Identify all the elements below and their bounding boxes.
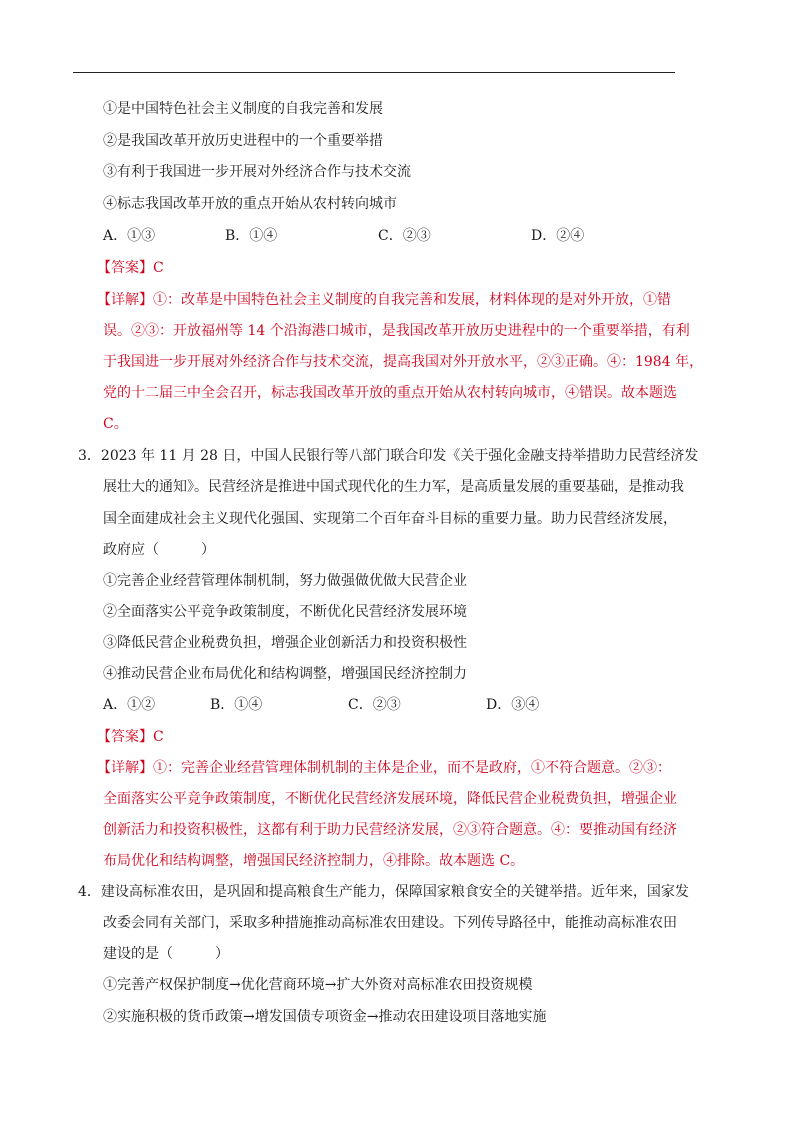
q2-detail-line-4: 党的十二届三中全会召开，标志我国改革开放的重点开始从农村转向城市，④错误。故本题选 <box>103 385 677 401</box>
q3-choice-d: D．③④ <box>486 697 540 713</box>
q3-detail-line-2: 全面落实公平竞争政策制度，不断优化民营经济发展环境，降低民营企业税费负担，增强企业 <box>103 791 677 807</box>
q3-detail-line-3: 创新活力和投资积极性，这都有利于助力民营经济发展，②③符合题意。④：要推动国有经济 <box>103 822 677 838</box>
q3-stem-line-1: 3．2023 年 11 月 28 日，中国人民银行等八部门联合印发《关于强化金融支持举措助力民营经济发 <box>78 448 699 464</box>
q3-choice-c: C．②③ <box>348 697 401 713</box>
q2-option-2: ②是我国改革开放历史进程中的一个重要举措 <box>103 133 383 149</box>
q2-detail-line-1: 【详解】①：改革是中国特色社会主义制度的自我完善和发展，材料体现的是对外开放，①错 <box>97 292 671 308</box>
q3-stem-line-4: 政府应（ ） <box>103 542 215 558</box>
q2-option-3: ③有利于我国进一步开展对外经济合作与技术交流 <box>103 164 411 180</box>
q2-detail-line-2: 误。②③：开放福州等 14 个沿海港口城市，是我国改革开放历史进程中的一个重要举措，有利 <box>103 323 690 339</box>
q4-stem-line-2: 改委会同有关部门，采取多种措施推动高标准农田建设。下列传导路径中，能推动高标准农田 <box>103 915 677 931</box>
q3-stem-line-2: 展壮大的通知》。民营经济是推进中国式现代化的生力军，是高质量发展的重要基础，是推动我 <box>103 479 684 495</box>
q3-detail-line-4: 布局优化和结构调整，增强国民经济控制力，④排除。故本题选 C。 <box>103 853 525 869</box>
q3-stem-line-3: 国全面建成社会主义现代化强国、实现第二个百年奋斗目标的重要力量。助力民营经济发展， <box>103 511 677 527</box>
q2-option-1: ①是中国特色社会主义制度的自我完善和发展 <box>103 101 383 117</box>
q3-choice-b: B．①④ <box>210 697 263 713</box>
q2-answer: 【答案】C <box>97 260 164 276</box>
q2-choice-a: A．①③ <box>103 228 156 244</box>
q3-answer: 【答案】C <box>97 729 164 745</box>
q2-choice-d: D．②④ <box>531 228 585 244</box>
q2-detail-line-5: C。 <box>103 416 128 432</box>
q4-stem-line-1: 4．建设高标准农田，是巩固和提高粮食生产能力，保障国家粮食安全的关键举措。近年来，国家发 <box>78 884 689 900</box>
q4-option-2: ②实施积极的货币政策→增发国债专项资金→推动农田建设项目落地实施 <box>103 1009 547 1025</box>
q2-option-4: ④标志我国改革开放的重点开始从农村转向城市 <box>103 196 397 212</box>
q2-choice-b: B．①④ <box>225 228 278 244</box>
q3-option-1: ①完善企业经营管理体制机制，努力做强做优做大民营企业 <box>103 573 467 589</box>
q3-option-3: ③降低民营企业税费负担，增强企业创新活力和投资积极性 <box>103 635 467 651</box>
header-rule <box>73 72 675 73</box>
q4-stem-line-3: 建设的是（ ） <box>103 946 229 962</box>
q3-choice-a: A．①② <box>103 697 156 713</box>
q2-detail-line-3: 于我国进一步开展对外经济合作与技术交流，提高我国对外开放水平，②③正确。④：1984 年， <box>103 354 704 370</box>
q3-detail-line-1: 【详解】①：完善企业经营管理体制机制的主体是企业，而不是政府，①不符合题意。②③： <box>97 760 671 776</box>
q3-option-4: ④推动民营企业布局优化和结构调整，增强国民经济控制力 <box>103 666 467 682</box>
q2-choice-c: C．②③ <box>378 228 431 244</box>
q3-option-2: ②全面落实公平竞争政策制度，不断优化民营经济发展环境 <box>103 604 467 620</box>
q4-option-1: ①完善产权保护制度→优化营商环境→扩大外资对高标准农田投资规模 <box>103 977 533 993</box>
